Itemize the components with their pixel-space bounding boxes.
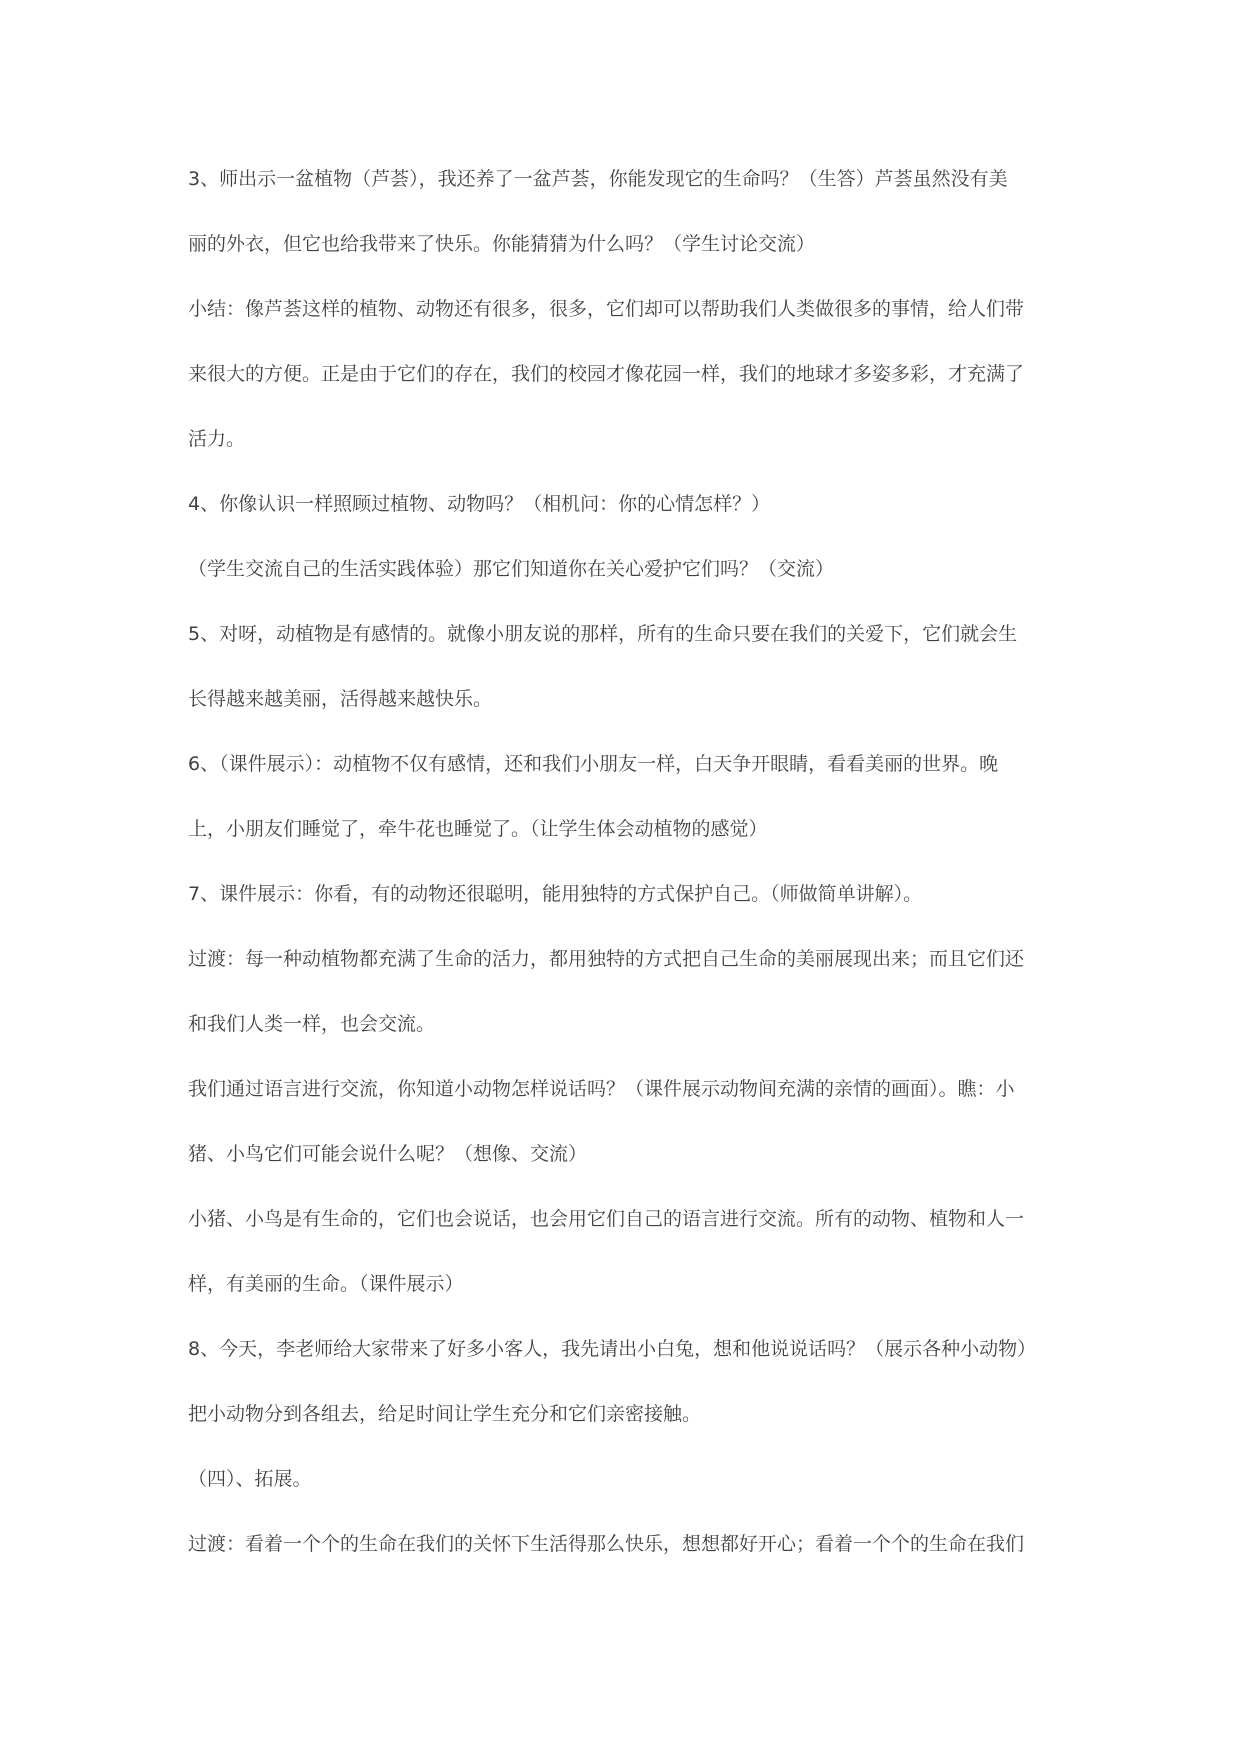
paragraph-line: 来很大的方便。正是由于它们的存在，我们的校园才像花园一样，我们的地球才多姿多彩，才充满了: [188, 363, 1025, 385]
paragraph-line: 把小动物分到各组去，给足时间让学生充分和它们亲密接触。: [188, 1403, 702, 1425]
paragraph-line: 4、你像认识一样照顾过植物、动物吗？（相机问：你的心情怎样？）: [188, 493, 771, 515]
paragraph-line: 长得越来越美丽，活得越来越快乐。: [188, 688, 493, 710]
paragraph-line: 5、对呀，动植物是有感情的。就像小朋友说的那样，所有的生命只要在我们的关爱下，它们就会生: [188, 623, 1018, 645]
paragraph-line: 小猪、小鸟是有生命的，它们也会说话，也会用它们自己的语言进行交流。所有的动物、植物和人一: [188, 1208, 1025, 1230]
paragraph-line: 猪、小鸟它们可能会说什么呢？（想像、交流）: [188, 1143, 588, 1165]
paragraph-line: 3、师出示一盆植物（芦荟），我还养了一盆芦荟，你能发现它的生命吗？（生答）芦荟虽然没有美: [188, 168, 1008, 190]
paragraph-line: 过渡：每一种动植物都充满了生命的活力，都用独特的方式把自己生命的美丽展现出来；而且它们还: [188, 948, 1025, 970]
paragraph-line: （四）、拓展。: [188, 1468, 312, 1490]
document-body: [188, 164, 1068, 1594]
paragraph-line: 8、今天，李老师给大家带来了好多小客人，我先请出小白兔，想和他说说话吗？（展示各种小动物）: [188, 1338, 1037, 1360]
paragraph-line: 6、（课件展示）：动植物不仅有感情，还和我们小朋友一样，白天争开眼睛，看看美丽的世界。晚: [188, 753, 999, 775]
paragraph-line: 过渡：看着一个个的生命在我们的关怀下生活得那么快乐，想想都好开心；看着一个个的生命在我们: [188, 1533, 1025, 1555]
paragraph-line: 丽的外衣，但它也给我带来了快乐。你能猜猜为什么吗？（学生讨论交流）: [188, 233, 816, 255]
paragraph-line: 和我们人类一样，也会交流。: [188, 1013, 436, 1035]
paragraph-line: 我们通过语言进行交流，你知道小动物怎样说话吗？（课件展示动物间充满的亲情的画面）。瞧：小: [188, 1078, 1015, 1100]
paragraph-line: 活力。: [188, 428, 246, 450]
paragraph-line: 小结：像芦荟这样的植物、动物还有很多，很多，它们却可以帮助我们人类做很多的事情，给人们带: [188, 298, 1025, 320]
paragraph-line: （学生交流自己的生活实践体验）那它们知道你在关心爱护它们吗？（交流）: [188, 558, 835, 580]
paragraph-line: 7、课件展示：你看，有的动物还很聪明，能用独特的方式保护自己。（师做简单讲解）。: [188, 883, 923, 905]
paragraph-line: 上，小朋友们睡觉了，牵牛花也睡觉了。（让学生体会动植物的感觉）: [188, 818, 768, 840]
paragraph-line: 样，有美丽的生命。（课件展示）: [188, 1273, 464, 1295]
